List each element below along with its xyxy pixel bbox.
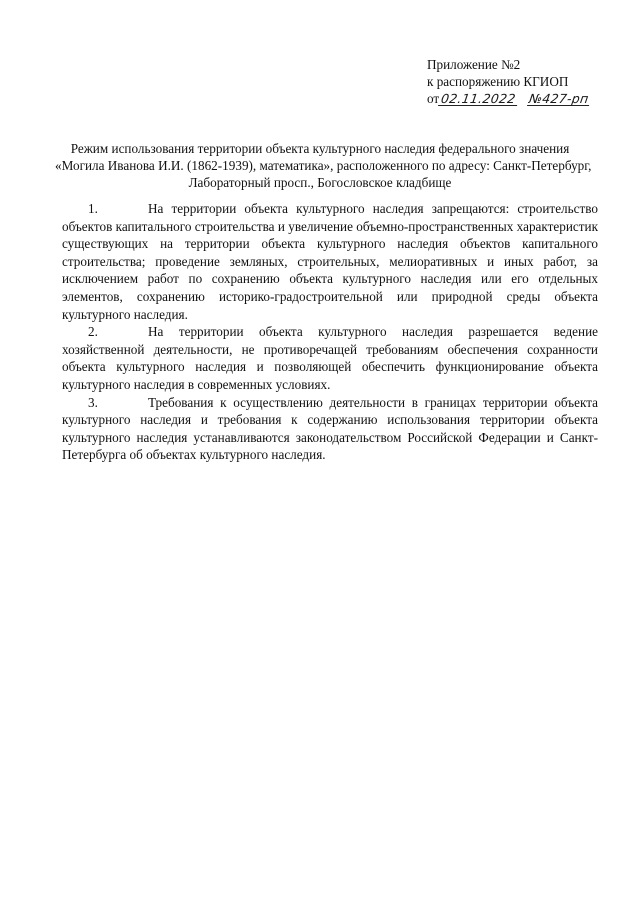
paragraph-1 bbox=[62, 200, 598, 323]
paragraph-2 bbox=[62, 323, 598, 393]
title-line-3: Лабораторный просп., Богословское кладбище bbox=[188, 175, 452, 190]
appendix-date-line bbox=[427, 90, 627, 107]
handwritten-date: 02.11.2022 bbox=[440, 91, 517, 106]
appendix-header bbox=[427, 56, 627, 107]
paragraph-3 bbox=[62, 394, 598, 464]
paragraph-number: 2. bbox=[88, 324, 98, 340]
appendix-reference: к распоряжению КГИОП bbox=[427, 74, 569, 89]
paragraph-number: 3. bbox=[88, 394, 98, 410]
title-line-1: Режим использования территории объекта культурного наследия федерального значения bbox=[70, 141, 570, 156]
handwritten-number: №427-рп bbox=[527, 91, 590, 106]
document-title bbox=[55, 140, 592, 191]
paragraph-text: На территории объекта культурного наследия разрешается ведение хозяйственной деятельности, не противоречащей требованиям обеспечения сохранности объекта культурного наследия и позволяющей обеспечить функционирование объекта культурного наследия в современных условиях. bbox=[62, 324, 598, 392]
document-body bbox=[62, 200, 598, 464]
title-line-2: «Могила Иванова И.И. (1862-1939), математика», расположенного по адресу: Санкт-Петербург, bbox=[55, 158, 592, 173]
date-prefix: от bbox=[427, 91, 440, 106]
appendix-title: Приложение №2 bbox=[427, 57, 521, 72]
paragraph-number: 1. bbox=[88, 201, 98, 216]
paragraph-text: На территории объекта культурного наследия запрещаются: строительство объектов капитального строительства и увеличение объемно-пространственных характеристик существующих на территории объекта культурного наследия объектов капитального строительства; проведение земляных, строительных, мелиоративных и иных работ, за исключением работ по сохранению объекта культурного наследия или его отдельных элементов, сохранению историко-градостроительной или природной среды объекта культурного наследия. bbox=[62, 201, 598, 322]
paragraph-text: Требования к осуществлению деятельности в границах территории объекта культурного наследия и требования к содержанию использования территории объекта культурного наследия устанавливаются законодательством Российской Федерации и Санкт-Петербурга об объектах культурного наследия. bbox=[62, 394, 598, 463]
